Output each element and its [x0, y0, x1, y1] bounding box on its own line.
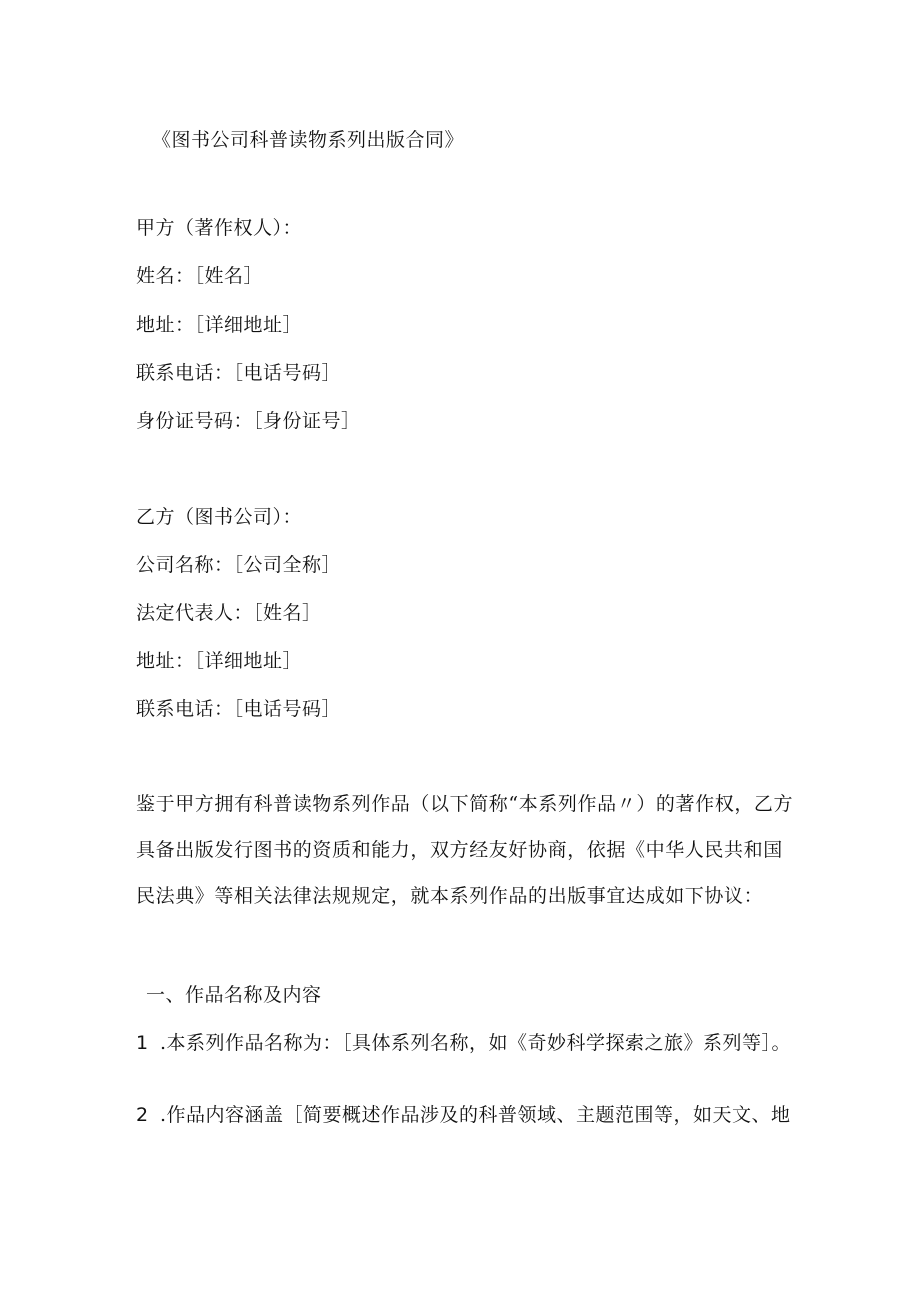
party-b-address: 地址：［详细地址］	[136, 650, 303, 672]
section-1-item-1	[136, 1031, 791, 1055]
item-number: 2	[136, 1104, 149, 1126]
party-b-legal-rep: 法定代表人：［姓名］	[136, 602, 322, 624]
party-b-heading: 乙方（图书公司）：	[136, 506, 303, 528]
party-a-address: 地址：［详细地址］	[136, 314, 303, 336]
item-text: .本系列作品名称为：［具体系列名称，如《奇妙科学探索之旅》系列等］。	[160, 1032, 792, 1054]
party-a-name: 姓名：［姓名］	[136, 265, 264, 287]
section-1-heading: 一、作品名称及内容	[146, 984, 322, 1006]
party-b-phone: 联系电话：［电话号码］	[136, 698, 342, 720]
item-text: .作品内容涵盖［简要概述作品涉及的科普领域、主题范围等，如天文、地	[160, 1104, 791, 1126]
party-a-heading: 甲方（著作权人）：	[136, 217, 303, 239]
document-title: 《图书公司科普读物系列出版合同》	[152, 129, 465, 151]
section-1-item-2	[136, 1103, 791, 1127]
item-number: 1	[136, 1032, 149, 1054]
party-b-company-name: 公司名称：［公司全称］	[136, 554, 342, 576]
party-a-id-number: 身份证号码：［身份证号］	[136, 410, 361, 432]
party-a-phone: 联系电话：［电话号码］	[136, 362, 342, 384]
preamble-paragraph: 鉴于甲方拥有科普读物系列作品（以下简称“本系列作品〃）的著作权，乙方具备出版发行图书的资质和能力，双方经友好协商，依据《中华人民共和国民法典》等相关法律法规规定，就本系列作品的出版事宜达成如下协议：	[136, 793, 794, 907]
